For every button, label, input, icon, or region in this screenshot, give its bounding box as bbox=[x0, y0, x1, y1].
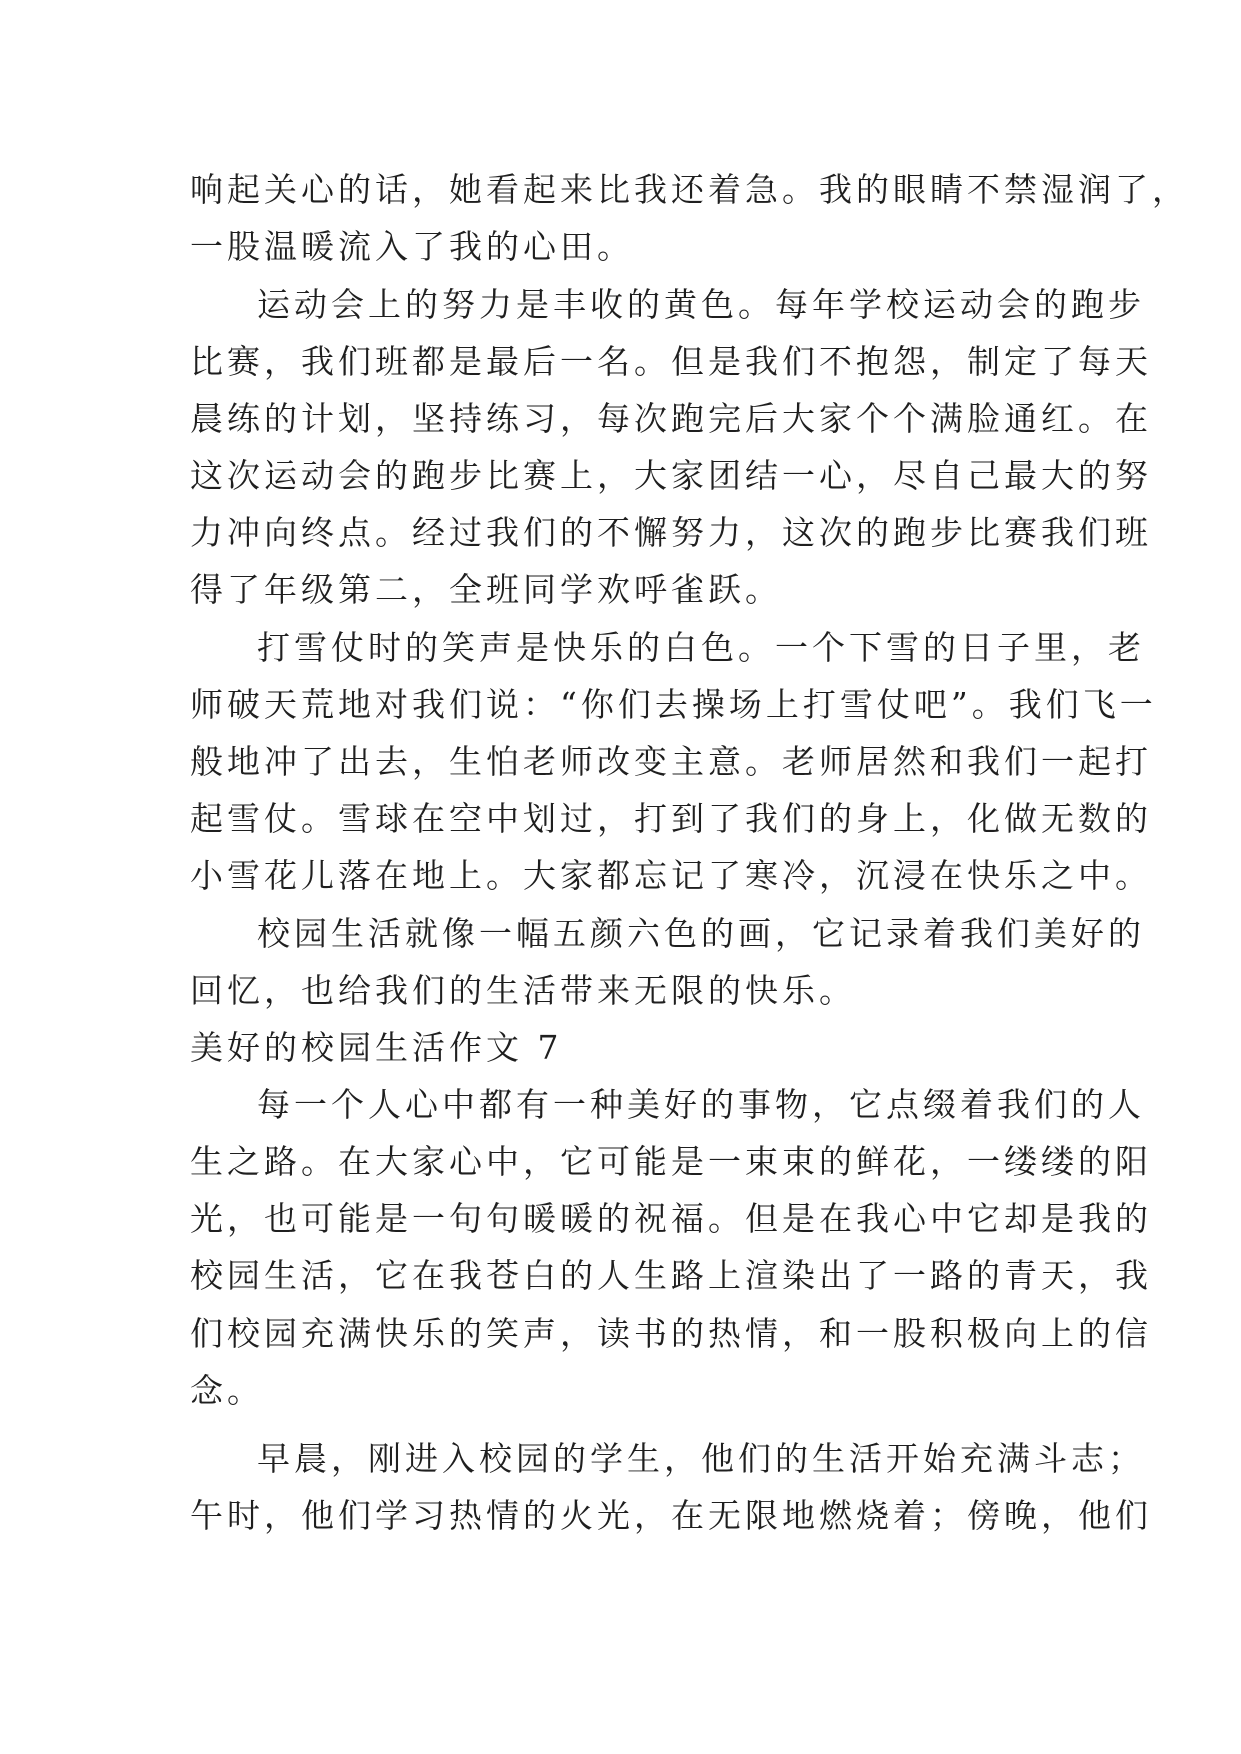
text-line: 师破天荒地对我们说：“你们去操场上打雪仗吧”。我们飞一 bbox=[190, 685, 1157, 724]
text-line: 小雪花儿落在地上。大家都忘记了寒冷，沉浸在快乐之中。 bbox=[190, 856, 1152, 895]
text-line: 光，也可能是一句句暖暖的祝福。但是在我心中它却是我的 bbox=[190, 1199, 1152, 1238]
text-line: 起雪仗。雪球在空中划过，打到了我们的身上，化做无数的 bbox=[190, 799, 1152, 838]
section-heading: 美好的校园生活作文 7 bbox=[190, 1028, 563, 1067]
text-line: 念。 bbox=[190, 1371, 264, 1410]
text-line: 般地冲了出去，生怕老师改变主意。老师居然和我们一起打 bbox=[190, 742, 1152, 781]
paragraph-first-line: 打雪仗时的笑声是快乐的白色。一个下雪的日子里，老 bbox=[257, 628, 1145, 667]
text-line: 校园生活，它在我苍白的人生路上渲染出了一路的青天，我 bbox=[190, 1256, 1152, 1295]
text-line: 午时，他们学习热情的火光，在无限地燃烧着；傍晚，他们 bbox=[190, 1496, 1152, 1535]
text-line: 晨练的计划，坚持练习，每次跑完后大家个个满脸通红。在 bbox=[190, 399, 1152, 438]
text-line: 生之路。在大家心中，它可能是一束束的鲜花，一缕缕的阳 bbox=[190, 1142, 1152, 1181]
paragraph-first-line: 每一个人心中都有一种美好的事物，它点缀着我们的人 bbox=[257, 1085, 1145, 1124]
text-line: 响起关心的话，她看起来比我还着急。我的眼睛不禁湿润了， bbox=[190, 170, 1189, 209]
paragraph-first-line: 校园生活就像一幅五颜六色的画，它记录着我们美好的 bbox=[257, 914, 1145, 953]
text-line: 们校园充满快乐的笑声，读书的热情，和一股积极向上的信 bbox=[190, 1314, 1152, 1353]
paragraph-first-line: 早晨，刚进入校园的学生，他们的生活开始充满斗志； bbox=[257, 1439, 1145, 1478]
text-line: 力冲向终点。经过我们的不懈努力，这次的跑步比赛我们班 bbox=[190, 513, 1152, 552]
text-line: 回忆，也给我们的生活带来无限的快乐。 bbox=[190, 971, 856, 1010]
text-line: 比赛，我们班都是最后一名。但是我们不抱怨，制定了每天 bbox=[190, 342, 1152, 381]
paragraph-first-line: 运动会上的努力是丰收的黄色。每年学校运动会的跑步 bbox=[257, 285, 1145, 324]
text-line: 得了年级第二，全班同学欢呼雀跃。 bbox=[190, 570, 782, 609]
text-line: 一股温暖流入了我的心田。 bbox=[190, 227, 634, 266]
text-line: 这次运动会的跑步比赛上，大家团结一心，尽自己最大的努 bbox=[190, 456, 1152, 495]
